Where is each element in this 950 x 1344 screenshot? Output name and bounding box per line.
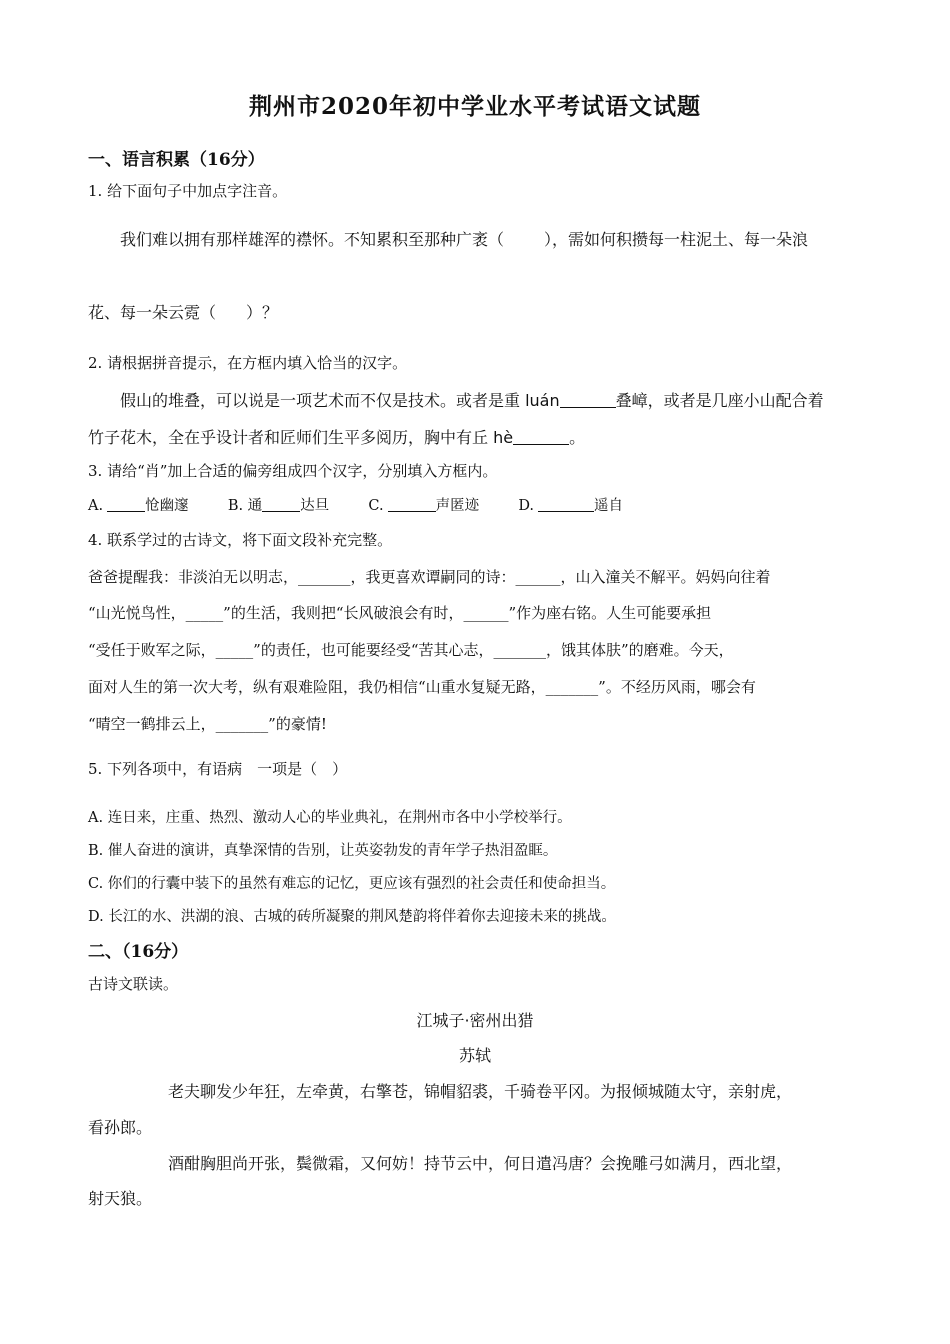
q1-line2-b: ）？ — [246, 303, 279, 322]
q3-option-c — [368, 498, 479, 514]
q3-option-d-text: 遥自 — [594, 498, 624, 514]
q2-blank-2[interactable] — [513, 428, 569, 445]
q3-prompt: 3. 请给“肖”加上合适的偏旁组成四个汉字，分别填入方框内。 — [88, 462, 498, 480]
q2-line1 — [120, 388, 824, 411]
poem-line-2: 看孙郎。 — [88, 1118, 153, 1137]
q5-option-a[interactable]: A. 连日来，庄重、热烈、激动人心的毕业典礼，在荆州市各中小学校举行。 — [88, 810, 572, 826]
q3-option-b-label: B. 通 — [227, 498, 263, 514]
q4-line-3: “受任于败军之际，_____”的责任，也可能要经受“苦其心志，_______，饿其体肤”的磨难。今天， — [88, 641, 734, 659]
q2-blank-1[interactable] — [560, 391, 616, 408]
q5-prompt: 5. 下列各项中，有语病 一项是（ ） — [88, 760, 348, 778]
q3-option-b-text: 达旦 — [300, 498, 330, 514]
q3-option-c-text: 声匿迹 — [435, 498, 480, 514]
poem-author: 苏轼 — [458, 1046, 491, 1065]
section1-heading: 一、语言积累（16分） — [88, 150, 265, 170]
poem-title: 江城子·密州出猎 — [416, 1011, 534, 1030]
q3-option-c-label: C. — [368, 498, 384, 514]
q3-option-d-label: D. — [518, 498, 535, 514]
q3-blank-b[interactable] — [262, 497, 300, 513]
q4-line-5: “晴空一鹤排云上，_______”的豪情! — [88, 715, 327, 733]
section2-intro: 古诗文联读。 — [88, 975, 179, 993]
q1-line2-a: 花、每一朵云霓（ — [88, 303, 217, 322]
q1-line1-a: 我们难以拥有那样雄浑的襟怀。不知累积至那种广袤（ — [120, 230, 505, 249]
q3-blank-d[interactable] — [538, 497, 594, 513]
q3-option-a-label: A. — [88, 498, 104, 514]
q1-prompt: 1. 给下面句子中加点字注音。 — [88, 182, 288, 200]
q1-line1-b: ），需如何积攒每一柱泥土、每一朵浪 — [544, 230, 809, 249]
q3-option-b — [228, 498, 329, 514]
q2-line2-a: 竹子花木，全在乎设计者和匠师们生平多阅历，胸中有丘 hè — [88, 428, 514, 447]
q1-line2 — [88, 300, 278, 323]
page-title: 荆州市2020年初中学业水平考试语文试题 — [248, 93, 701, 120]
q2-prompt: 2. 请根据拼音提示，在方框内填入恰当的汉字。 — [88, 354, 408, 372]
q2-line2-b: 。 — [569, 428, 586, 447]
q5-option-d[interactable]: D. 长江的水、洪湖的浪、古城的砖所凝聚的荆风楚韵将伴着你去迎接未来的挑战。 — [88, 909, 616, 925]
q3-option-a — [88, 498, 189, 514]
q4-prompt: 4. 联系学过的古诗文，将下面文段补充完整。 — [88, 531, 393, 549]
section2-heading: 二、（16分） — [88, 942, 189, 962]
q3-blank-c[interactable] — [388, 497, 436, 513]
q3-option-a-text: 怆幽邃 — [145, 498, 189, 514]
q3-blank-a[interactable] — [107, 497, 145, 513]
q2-line1-a: 假山的堆叠，可以说是一项艺术而不仅是技术。或者是重 luán — [120, 391, 560, 410]
q4-line-2: “山光悦鸟性，_____”的生活，我则把“长风破浪会有时，______”作为座右铭。人生可能要承担 — [88, 604, 712, 622]
q4-line-1: 爸爸提醒我：非淡泊无以明志，_______，我更喜欢谭嗣同的诗：______，山入潼关不解平。妈妈向往着 — [88, 568, 771, 586]
q2-line2 — [88, 425, 585, 448]
q4-line-4: 面对人生的第一次大考，纵有艰难险阻，我仍相信“山重水复疑无路，_______”。不经历风雨，哪会有 — [88, 678, 756, 696]
poem-line-3: 酒酣胸胆尚开张，鬓微霜，又何妨！持节云中，何日遣冯唐？会挽雕弓如满月，西北望， — [168, 1154, 793, 1173]
poem-line-1: 老夫聊发少年狂，左牵黄，右擎苍，锦帽貂裘，千骑卷平冈。为报倾城随太守，亲射虎， — [168, 1082, 793, 1101]
q1-line1 — [120, 227, 808, 250]
q5-option-c[interactable]: C. 你们的行囊中装下的虽然有难忘的记忆，更应该有强烈的社会责任和使命担当。 — [88, 876, 616, 892]
q5-option-b[interactable]: B. 催人奋进的演讲，真挚深情的告别，让英姿勃发的青年学子热泪盈眶。 — [88, 843, 558, 859]
q3-option-d — [518, 498, 623, 514]
q3-options — [88, 494, 623, 515]
q2-line1-b: 叠嶂，或者是几座小山配合着 — [615, 391, 824, 410]
poem-line-4: 射天狼。 — [88, 1189, 153, 1208]
